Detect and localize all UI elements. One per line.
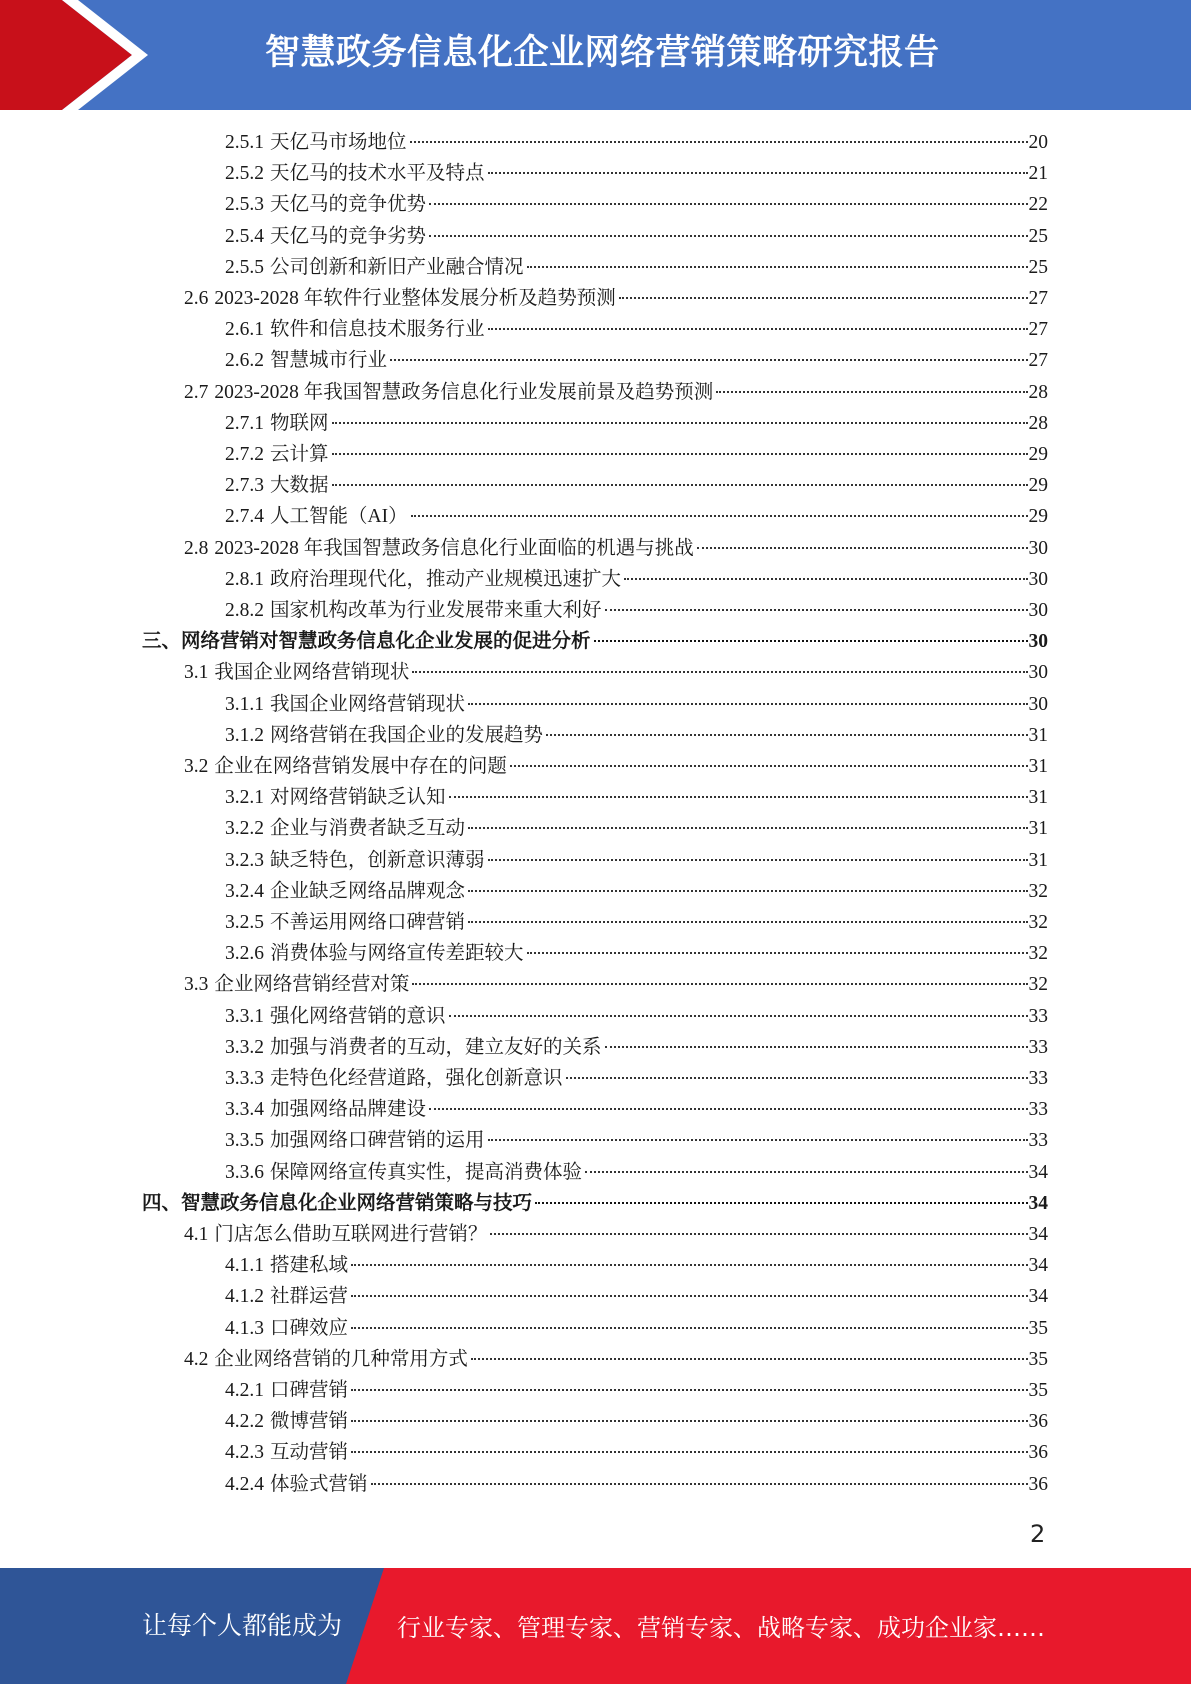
toc-entry[interactable] [225,252,1048,283]
toc-entry-page: 32 [1028,974,1048,995]
toc-entry-number: 2.7.3 [225,475,264,496]
toc-entry[interactable] [225,1313,1048,1344]
toc-entry-number: 3.3.6 [225,1162,264,1183]
toc-entry-number: 3.2.6 [225,943,264,964]
toc-dot-leader [332,421,1028,424]
toc-dot-leader [488,858,1028,861]
toc-entry[interactable] [225,1281,1048,1312]
toc-entry-title: 不善运用网络口碑营销 [270,912,466,933]
toc-entry-title: 搭建私域 [270,1255,349,1276]
toc-dot-leader [468,889,1027,892]
toc-entry-title: 消费体验与网络宣传差距较大 [270,943,524,964]
toc-entry-number: 4.2.4 [225,1474,264,1495]
toc-entry-number: 3.3.5 [225,1130,264,1151]
toc-entry[interactable] [225,158,1048,189]
toc-dot-leader [546,733,1027,736]
toc-entry-page: 27 [1028,288,1048,309]
toc-dot-leader [566,1076,1028,1079]
toc-entry[interactable] [184,1344,1048,1375]
toc-entry[interactable] [225,1250,1048,1281]
toc-dot-leader [535,1201,1027,1204]
toc-entry-number: 3.3.3 [225,1068,264,1089]
page-number: 2 [1030,1520,1046,1548]
toc-entry-page: 29 [1028,475,1048,496]
toc-entry-page: 21 [1028,163,1048,184]
toc-entry[interactable] [225,689,1048,720]
toc-entry-title: 天亿马的竞争优势 [270,194,427,215]
toc-entry-page: 34 [1028,1286,1048,1307]
toc-entry-page: 33 [1028,1037,1048,1058]
toc-entry-number: 2.6.1 [225,319,264,340]
footer-banner [0,1568,1191,1684]
toc-entry-title: 企业网络营销经营对策 [214,974,410,995]
report-title: 智慧政务信息化企业网络营销策略研究报告 [265,33,940,73]
toc-entry-title: 加强与消费者的互动，建立友好的关系 [270,1037,602,1058]
toc-entry-number: 3.1.2 [225,725,264,746]
toc-entry-number: 2.8 [184,538,209,559]
toc-entry-title: 强化网络营销的意识 [270,1006,446,1027]
toc-dot-leader [585,1170,1027,1173]
toc-entry-number: 4.1.2 [225,1286,264,1307]
toc-entry-page: 31 [1028,725,1048,746]
toc-entry-page: 30 [1028,662,1048,683]
toc-entry-page: 32 [1028,943,1048,964]
toc-entry[interactable] [184,1219,1048,1250]
toc-entry-page: 30 [1028,538,1048,559]
toc-entry[interactable] [225,314,1048,345]
toc-entry[interactable] [225,221,1048,252]
toc-entry-page: 35 [1028,1380,1048,1401]
toc-entry-number: 4.2.2 [225,1411,264,1432]
toc-entry[interactable] [225,1063,1048,1094]
toc-entry[interactable] [225,938,1048,969]
toc-entry-number: 2.6 [184,288,209,309]
toc-entry-number: 4.1 [184,1224,209,1245]
toc-entry-number: 2.7 [184,382,209,403]
toc-entry-title: 政府治理现代化，推动产业规模迅速扩大 [270,569,622,590]
toc-entry-number: 2.5.4 [225,226,264,247]
toc-entry-number: 3.3.1 [225,1006,264,1027]
toc-dot-leader [468,702,1027,705]
toc-entry[interactable] [225,564,1048,595]
toc-entry-title: 天亿马的竞争劣势 [270,226,427,247]
toc-entry-page: 31 [1028,787,1048,808]
toc-entry-number: 3.3 [184,974,209,995]
toc-entry-title: 体验式营销 [270,1474,368,1495]
toc-entry-page: 25 [1028,257,1048,278]
toc-dot-leader [488,1138,1028,1141]
toc-entry[interactable] [225,439,1048,470]
toc-entry-page: 29 [1028,444,1048,465]
toc-entry-title: 加强网络品牌建设 [270,1099,427,1120]
toc-entry-number: 4.2.3 [225,1442,264,1463]
toc-entry[interactable] [225,782,1048,813]
toc-entry-page: 33 [1028,1006,1048,1027]
toc-entry-title: 物联网 [270,413,329,434]
toc-entry-number: 2.8.2 [225,600,264,621]
toc-entry-page: 36 [1028,1474,1048,1495]
toc-entry-title: 智慧城市行业 [270,350,388,371]
toc-dot-leader [411,514,1028,517]
toc-dot-leader [351,1263,1027,1266]
toc-entry-page: 28 [1028,382,1048,403]
toc-entry-page: 36 [1028,1411,1048,1432]
toc-entry[interactable] [225,127,1048,158]
toc-entry[interactable] [225,1125,1048,1156]
toc-entry[interactable] [225,1032,1048,1063]
toc-entry-number: 2.5.1 [225,132,264,153]
toc-entry-page: 25 [1028,226,1048,247]
toc-dot-leader [510,764,1028,767]
toc-dot-leader [471,1357,1028,1360]
toc-entry[interactable] [184,377,1048,408]
toc-dot-leader [490,1232,1027,1235]
toc-entry[interactable] [225,1375,1048,1406]
toc-entry-title: 加强网络口碑营销的运用 [270,1130,485,1151]
toc-entry-number: 3.3.4 [225,1099,264,1120]
toc-dot-leader [488,327,1028,330]
toc-entry-title: 软件和信息技术服务行业 [270,319,485,340]
toc-entry[interactable] [225,345,1048,376]
toc-entry[interactable] [225,470,1048,501]
toc-dot-leader [716,390,1027,393]
toc-entry-number: 2.7.1 [225,413,264,434]
toc-entry-title: 天亿马市场地位 [270,132,407,153]
toc-entry[interactable] [225,1001,1048,1032]
toc-entry-page: 34 [1028,1193,1048,1214]
toc-dot-leader [527,951,1028,954]
toc-dot-leader [624,577,1027,580]
toc-dot-leader [332,452,1028,455]
toc-dot-leader [371,1482,1028,1485]
toc-entry-title: 口碑营销 [270,1380,349,1401]
toc-entry[interactable] [184,657,1048,688]
toc-entry-number: 2.8.1 [225,569,264,590]
toc-entry[interactable] [225,501,1048,532]
toc-entry-page: 32 [1028,912,1048,933]
toc-entry-title: 四、智慧政务信息化企业网络营销策略与技巧 [142,1193,533,1214]
toc-dot-leader [449,1014,1028,1017]
toc-dot-leader [351,1326,1027,1329]
toc-entry-page: 28 [1028,413,1048,434]
toc-entry-title: 人工智能（AI） [270,506,408,527]
toc-entry-page: 30 [1028,631,1048,652]
toc-entry[interactable] [184,969,1048,1000]
toc-entry-page: 35 [1028,1318,1048,1339]
toc-entry-title: 缺乏特色，创新意识薄弱 [270,850,485,871]
toc-entry-number: 2.6.2 [225,350,264,371]
toc-entry-number: 2.5.2 [225,163,264,184]
toc-entry-number: 3.1 [184,662,209,683]
toc-entry-title: 社群运营 [270,1286,349,1307]
toc-dot-leader [351,1450,1027,1453]
toc-entry-title: 2023-2028 年软件行业整体发展分析及趋势预测 [214,288,616,309]
toc-entry[interactable] [142,626,1048,657]
toc-entry-title: 口碑效应 [270,1318,349,1339]
toc-entry[interactable] [225,907,1048,938]
toc-entry[interactable] [184,533,1048,564]
toc-entry-page: 33 [1028,1068,1048,1089]
toc-dot-leader [697,546,1028,549]
toc-entry-number: 2.5.5 [225,257,264,278]
toc-entry-title: 对网络营销缺乏认知 [270,787,446,808]
toc-entry[interactable] [225,845,1048,876]
toc-entry-number: 2.7.2 [225,444,264,465]
toc-entry-number: 3.2.3 [225,850,264,871]
toc-entry-page: 36 [1028,1442,1048,1463]
toc-dot-leader [351,1294,1027,1297]
toc-entry-title: 走特色化经营道路，强化创新意识 [270,1068,563,1089]
toc-entry-title: 互动营销 [270,1442,349,1463]
toc-entry-page: 30 [1028,600,1048,621]
toc-entry[interactable] [225,1094,1048,1125]
toc-entry-page: 32 [1028,881,1048,902]
header-banner [0,0,1191,110]
toc-dot-leader [332,483,1028,486]
toc-dot-leader [390,358,1027,361]
toc-dot-leader [605,608,1028,611]
toc-dot-leader [429,1107,1027,1110]
toc-entry-title: 网络营销在我国企业的发展趋势 [270,725,544,746]
toc-dot-leader [594,639,1028,642]
toc-entry-title: 微博营销 [270,1411,349,1432]
toc-dot-leader [468,920,1027,923]
toc-dot-leader [429,202,1027,205]
toc-entry[interactable] [225,876,1048,907]
toc-entry-number: 3.3.2 [225,1037,264,1058]
toc-entry-page: 31 [1028,850,1048,871]
toc-entry[interactable] [142,1188,1048,1219]
chevron-decoration [0,0,170,110]
toc-entry[interactable] [225,813,1048,844]
toc-entry[interactable] [225,1469,1048,1500]
toc-entry-page: 30 [1028,569,1048,590]
toc-dot-leader [449,795,1028,798]
toc-dot-leader [351,1388,1027,1391]
toc-entry-page: 27 [1028,350,1048,371]
toc-dot-leader [527,265,1028,268]
toc-entry[interactable] [225,720,1048,751]
toc-entry-page: 31 [1028,756,1048,777]
toc-entry-number: 3.2.1 [225,787,264,808]
toc-entry[interactable] [184,751,1048,782]
toc-entry-title: 保障网络宣传真实性，提高消费体验 [270,1162,583,1183]
footer-slogan-left: 让每个人都能成为 [142,1611,343,1640]
toc-entry-page: 31 [1028,818,1048,839]
toc-entry-page: 30 [1028,694,1048,715]
toc-entry[interactable] [184,283,1048,314]
toc-dot-leader [605,1045,1028,1048]
toc-entry-title: 天亿马的技术水平及特点 [270,163,485,184]
toc-dot-leader [412,670,1027,673]
toc-dot-leader [488,171,1028,174]
toc-entry-page: 34 [1028,1224,1048,1245]
toc-entry-number: 2.5.3 [225,194,264,215]
toc-entry-page: 22 [1028,194,1048,215]
toc-dot-leader [429,234,1027,237]
toc-entry-page: 33 [1028,1130,1048,1151]
toc-entry-number: 3.2.5 [225,912,264,933]
toc-entry-page: 20 [1028,132,1048,153]
toc-entry-title: 国家机构改革为行业发展带来重大利好 [270,600,602,621]
toc-entry-title: 我国企业网络营销现状 [270,694,466,715]
footer-slogan-right: 行业专家、管理专家、营销专家、战略专家、成功企业家…… [397,1614,1045,1642]
toc-entry-title: 2023-2028 年我国智慧政务信息化行业面临的机遇与挑战 [214,538,694,559]
toc-entry[interactable] [225,408,1048,439]
toc-entry-number: 3.1.1 [225,694,264,715]
toc-entry-page: 27 [1028,319,1048,340]
toc-entry-number: 3.2.2 [225,818,264,839]
toc-entry-number: 4.2.1 [225,1380,264,1401]
toc-dot-leader [468,826,1027,829]
toc-entry-page: 33 [1028,1099,1048,1120]
toc-entry-title: 云计算 [270,444,329,465]
toc-entry-title: 门店怎么借助互联网进行营销？ [214,1224,488,1245]
toc-dot-leader [410,140,1028,143]
toc-entry-title: 大数据 [270,475,329,496]
toc-entry[interactable] [225,189,1048,220]
toc-entry-title: 企业在网络营销发展中存在的问题 [214,756,507,777]
toc-entry-number: 3.2.4 [225,881,264,902]
toc-entry-title: 2023-2028 年我国智慧政务信息化行业发展前景及趋势预测 [214,382,714,403]
toc-entry-page: 34 [1028,1162,1048,1183]
toc-dot-leader [351,1419,1027,1422]
toc-entry-title: 企业网络营销的几种常用方式 [214,1349,468,1370]
toc-dot-leader [619,296,1028,299]
toc-entry-page: 34 [1028,1255,1048,1276]
toc-entry-number: 2.7.4 [225,506,264,527]
toc-entry-page: 35 [1028,1349,1048,1370]
toc-entry-title: 我国企业网络营销现状 [214,662,410,683]
toc-entry-number: 4.1.3 [225,1318,264,1339]
toc-entry-title: 企业缺乏网络品牌观念 [270,881,466,902]
toc-entry-title: 三、网络营销对智慧政务信息化企业发展的促进分析 [142,631,591,652]
toc-entry-number: 4.1.1 [225,1255,264,1276]
toc-entry-title: 公司创新和新旧产业融合情况 [270,257,524,278]
toc-entry-number: 4.2 [184,1349,209,1370]
toc-entry-page: 29 [1028,506,1048,527]
toc-entry[interactable] [225,1406,1048,1437]
toc-entry-number: 3.2 [184,756,209,777]
toc-entry[interactable] [225,1437,1048,1468]
toc-entry[interactable] [225,1157,1048,1188]
toc-entry-title: 企业与消费者缺乏互动 [270,818,466,839]
toc-dot-leader [412,982,1027,985]
toc-entry[interactable] [225,595,1048,626]
